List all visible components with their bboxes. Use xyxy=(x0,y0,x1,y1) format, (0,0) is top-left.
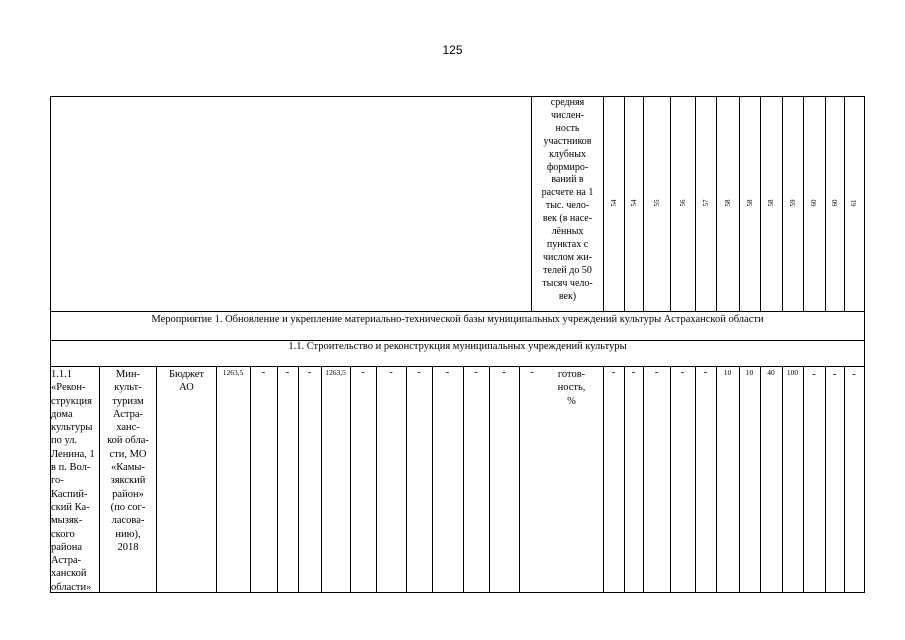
measure-name: 1.1.1 «Рекон- струкция дома культуры по ул. Ленина, 1 в п. Вол- го- Каспий- ский Ка- мызяк- ского района Астра- ханской области» xyxy=(51,369,95,592)
table-rule xyxy=(782,366,783,592)
indicator-value: - xyxy=(611,367,616,378)
table-rule xyxy=(739,96,740,311)
table-rule xyxy=(695,366,696,592)
indicator-cell: средняя числен- ность участников клубных формиро- ваний в расчете на 1 тыс. чело- век (в насе- лённых пунктах с числом жи- телей до 50 тысяч чело- век) xyxy=(541,97,594,302)
table-rule xyxy=(624,96,625,311)
indicator-value: - xyxy=(852,369,856,380)
table-rule xyxy=(432,366,433,592)
table-rule xyxy=(277,366,278,592)
indicator-value: - xyxy=(680,367,685,378)
funding-source: Бюджет АО xyxy=(168,369,205,394)
table-rule xyxy=(489,366,490,592)
table-rule xyxy=(803,96,804,311)
table-rule xyxy=(825,96,826,311)
indicator-value: 58 xyxy=(746,199,754,207)
indicator-value: 57 xyxy=(702,199,710,207)
finance-value: - xyxy=(307,367,312,378)
indicator-value: 61 xyxy=(850,199,858,207)
finance-value: - xyxy=(389,367,393,378)
table-rule xyxy=(739,366,740,592)
indicator-value: 56 xyxy=(679,199,687,207)
indicator-value: 10 xyxy=(745,368,754,377)
row-indicator: готов- ность, % xyxy=(557,369,586,407)
indicator-value: 58 xyxy=(767,199,775,207)
table-rule xyxy=(216,366,217,592)
table-rule xyxy=(298,366,299,592)
table-rule xyxy=(782,96,783,311)
table-rule xyxy=(670,366,671,592)
table-rule xyxy=(406,366,407,592)
indicator-value: 100 xyxy=(786,368,799,377)
page-number: 125 xyxy=(442,43,463,57)
event-header: Мероприятие 1. Обновление и укрепление материально-технической базы муниципальных учреждений культуры Астраханской области xyxy=(151,314,764,325)
table-rule xyxy=(519,366,520,592)
indicator-value: 58 xyxy=(724,199,732,207)
finance-value: - xyxy=(417,367,421,378)
indicator-value: 54 xyxy=(610,199,618,207)
table-rule xyxy=(376,366,377,592)
finance-value: - xyxy=(261,367,266,378)
indicator-value: - xyxy=(832,369,837,380)
executor: Мин- культ- туризм Астра- ханс- кой обла- сти, МО «Камы- зякский район» (по сог- ласова- нию), 2018 xyxy=(107,369,149,553)
finance-value: 1263,5 xyxy=(325,368,346,377)
table-rule xyxy=(643,366,644,592)
table-rule xyxy=(350,366,351,592)
indicator-value: 40 xyxy=(767,368,775,377)
indicator-value: 10 xyxy=(723,368,732,377)
table-rule xyxy=(250,366,251,592)
indicator-value: - xyxy=(654,367,659,378)
table-rule xyxy=(760,366,761,592)
indicator-value: 59 xyxy=(789,199,797,207)
indicator-value: - xyxy=(812,369,816,380)
table-rule xyxy=(844,366,845,592)
table-rule xyxy=(643,96,644,311)
finance-value: - xyxy=(445,367,450,378)
finance-value: 1263,5 xyxy=(222,368,244,377)
indicator-value: 55 xyxy=(653,199,661,207)
finance-value: - xyxy=(530,367,534,378)
indicator-value: 54 xyxy=(630,199,638,207)
table-rule xyxy=(844,96,845,311)
table-rule xyxy=(50,96,865,97)
table-rule xyxy=(321,366,322,592)
subsection-header: 1.1. Строительство и реконструкция муниципальных учреждений культуры xyxy=(288,341,627,352)
table-rule xyxy=(50,592,865,593)
finance-value: - xyxy=(285,367,290,378)
indicator-value: - xyxy=(703,367,708,378)
indicator-value: - xyxy=(631,367,636,378)
table-rule xyxy=(864,96,865,593)
table-rule xyxy=(760,96,761,311)
table-rule xyxy=(716,96,717,311)
table-rule xyxy=(624,366,625,592)
finance-value: - xyxy=(361,367,365,378)
table-rule xyxy=(463,366,464,592)
finance-value: - xyxy=(474,367,478,378)
table-rule xyxy=(695,96,696,311)
table-rule xyxy=(603,366,604,592)
table-rule xyxy=(670,96,671,311)
indicator-value: 60 xyxy=(810,199,818,207)
table-rule xyxy=(603,96,604,311)
table-rule xyxy=(803,366,804,592)
table-rule xyxy=(825,366,826,592)
table-rule xyxy=(716,366,717,592)
indicator-value: 60 xyxy=(831,199,839,207)
finance-value: - xyxy=(502,367,506,378)
